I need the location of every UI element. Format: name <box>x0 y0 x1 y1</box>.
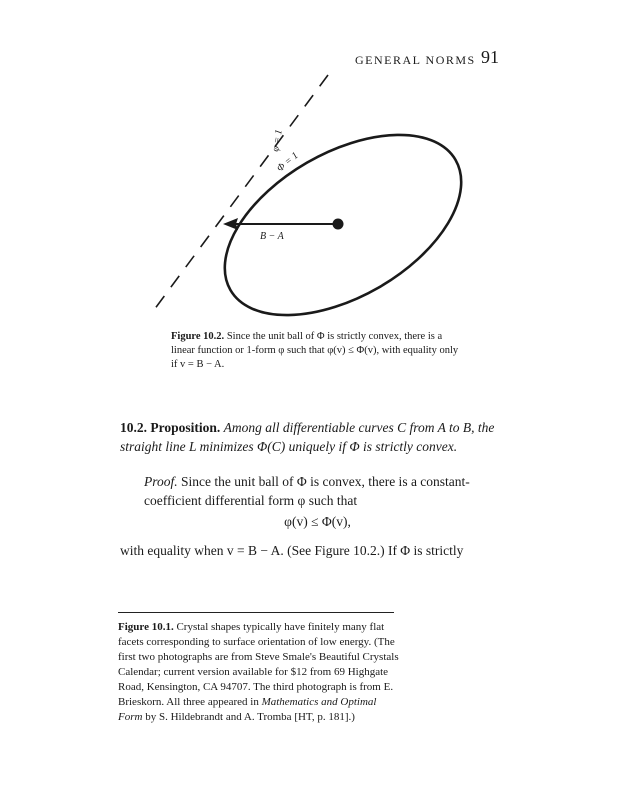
footnote-rule <box>118 612 394 613</box>
unit-ball-ellipse <box>194 98 490 325</box>
running-title: GENERAL NORMS <box>355 53 476 67</box>
proof-lead: Proof. <box>144 474 178 489</box>
figure-10-2 <box>130 70 490 325</box>
proposition-heading: 10.2. Proposition. <box>120 420 221 435</box>
running-head <box>355 47 515 69</box>
center-point <box>333 219 344 230</box>
tangent-line-dashed <box>151 75 328 314</box>
page-number: 91 <box>481 47 499 67</box>
inequality-equation: φ(v) ≤ Φ(v), <box>284 514 351 529</box>
proof-text: Since the unit ball of Φ is convex, there is a constant-coefficient differential form φ such that <box>144 474 470 508</box>
label-phi-upper: Φ = 1 <box>274 150 301 175</box>
proof-paragraph <box>120 472 515 510</box>
figure-10-1-caption-text-1: Crystal shapes typically have finitely many flat facets corresponding to surface orientation of low energy. (The first two photographs are from Steve Smale's Beautiful Crystals Calendar; current version available for $12 from 69 Highgate Road, Kensington, CA 94707. The third photograph is from E. Brieskorn. All three appeared in <box>118 621 399 708</box>
figure-10-2-caption-label: Figure 10.2. <box>171 331 225 342</box>
label-phi-lower: φ = 1 <box>270 128 285 153</box>
figure-10-1-book-title: Mathematics and Optimal Form <box>118 696 377 723</box>
figure-10-2-caption <box>171 330 461 372</box>
figure-10-1-caption-label: Figure 10.1. <box>118 621 174 633</box>
figure-10-1-caption <box>118 620 403 725</box>
proposition-statement: Among all differentiable curves C from A to B, the straight line L minimizes Φ(C) uniquely if Φ is strictly convex. <box>120 420 495 454</box>
vector-label: B − A <box>260 231 284 242</box>
figure-10-1-caption-text-2: by S. Hildebrandt and A. Tromba [HT, p. 181].) <box>145 711 355 723</box>
figure-10-2-caption-text: Since the unit ball of Φ is strictly convex, there is a linear function or 1-form φ such that φ(v) ≤ Φ(v), with equality only if v = B − A. <box>171 331 459 370</box>
vector-arrowhead <box>223 218 238 230</box>
proposition-10-2 <box>120 418 515 456</box>
proof-continuation: with equality when v = B − A. (See Figure 10.2.) If Φ is strictly <box>120 543 464 558</box>
figure-10-2-diagram <box>130 70 490 325</box>
